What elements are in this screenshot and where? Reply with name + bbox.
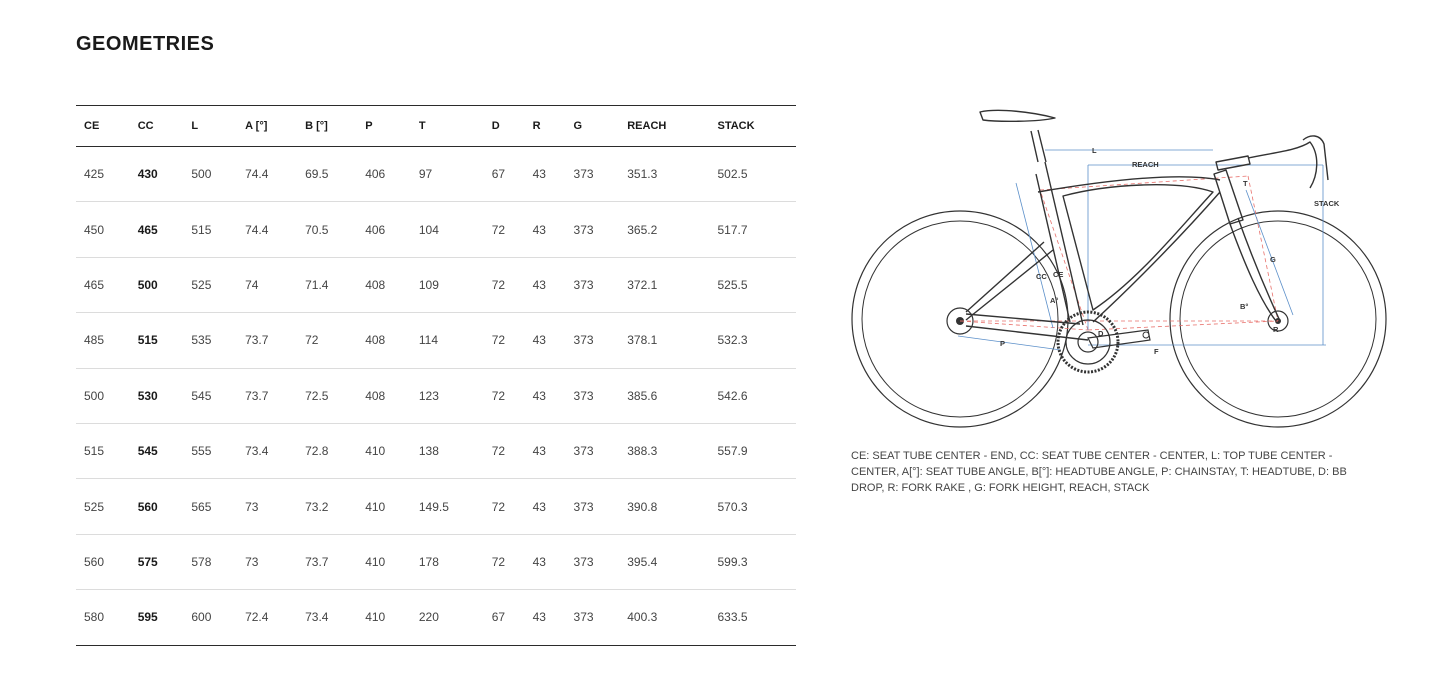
table-cell: 73.2 [297, 479, 357, 534]
wheels [852, 211, 1386, 427]
table-cell: 73.4 [297, 590, 357, 645]
table-header-row [76, 106, 796, 147]
table-cell: 633.5 [709, 590, 796, 645]
table-cell: 373 [566, 202, 620, 257]
column-header: T [411, 106, 484, 147]
table-cell: 73.7 [237, 368, 297, 423]
crank-spider [1078, 332, 1098, 352]
column-header: G [566, 106, 620, 147]
table-cell: 73.4 [237, 423, 297, 478]
table-cell: 532.3 [709, 313, 796, 368]
column-header: D [484, 106, 525, 147]
table-cell: 530 [130, 368, 184, 423]
table-cell: 43 [525, 590, 566, 645]
stem [1216, 156, 1250, 170]
table-cell: 72.8 [297, 423, 357, 478]
table-cell: 109 [411, 257, 484, 312]
table-cell: 71.4 [297, 257, 357, 312]
saddle [980, 110, 1055, 121]
column-header: R [525, 106, 566, 147]
page-title: GEOMETRIES [76, 33, 215, 55]
table-cell: 600 [183, 590, 237, 645]
geometry-legend: CE: SEAT TUBE CENTER - END, CC: SEAT TUBE CENTER - CENTER, L: TOP TUBE CENTER - CENTER, A[°]: SEAT TUBE ANGLE, B[°]: HEADTUBE ANGLE, P: CHAINSTAY, T: HEADTUBE, D: BB DROP, R: FORK RAKE , G: FORK HEIGHT, REACH, STACK [851, 450, 1347, 494]
label-stack: STACK [1314, 199, 1340, 208]
table-cell: 72 [484, 534, 525, 589]
table-cell: 67 [484, 590, 525, 645]
table-cell: 395.4 [619, 534, 709, 589]
label-t: T [1243, 179, 1248, 188]
table-cell: 580 [76, 590, 130, 645]
table-cell: 500 [130, 257, 184, 312]
table-cell: 545 [183, 368, 237, 423]
label-f: F [1154, 347, 1159, 356]
table-cell: 74.4 [237, 202, 297, 257]
table-cell: 406 [357, 147, 411, 202]
table-row [76, 423, 796, 478]
table-cell: 525 [76, 479, 130, 534]
seatstay [966, 242, 1053, 320]
guide-lines [960, 176, 1278, 330]
table-cell: 67 [484, 147, 525, 202]
table-cell: 114 [411, 313, 484, 368]
table-cell: 525 [183, 257, 237, 312]
table-cell: 43 [525, 257, 566, 312]
table-cell: 408 [357, 368, 411, 423]
table-cell: 73.7 [297, 534, 357, 589]
table-cell: 410 [357, 534, 411, 589]
table-cell: 74.4 [237, 147, 297, 202]
table-body [76, 147, 796, 646]
table-cell: 385.6 [619, 368, 709, 423]
column-header: B [°] [297, 106, 357, 147]
column-header: CC [130, 106, 184, 147]
table-cell: 365.2 [619, 202, 709, 257]
label-d: D [1098, 329, 1104, 338]
table-cell: 220 [411, 590, 484, 645]
column-header: REACH [619, 106, 709, 147]
table-row [76, 368, 796, 423]
table-cell: 535 [183, 313, 237, 368]
table-cell: 72.5 [297, 368, 357, 423]
label-p: P [1000, 339, 1006, 348]
table-cell: 565 [183, 479, 237, 534]
table-cell: 373 [566, 368, 620, 423]
table-cell: 545 [130, 423, 184, 478]
table-cell: 178 [411, 534, 484, 589]
table-cell: 373 [566, 257, 620, 312]
table-cell: 138 [411, 423, 484, 478]
table-cell: 73 [237, 479, 297, 534]
column-header: STACK [709, 106, 796, 147]
table-cell: 400.3 [619, 590, 709, 645]
table-cell: 372.1 [619, 257, 709, 312]
table-cell: 74 [237, 257, 297, 312]
table-cell: 43 [525, 368, 566, 423]
table-cell: 73.7 [237, 313, 297, 368]
label-cc: CC [1036, 272, 1047, 281]
table-cell: 465 [130, 202, 184, 257]
table-cell: 123 [411, 368, 484, 423]
table-row [76, 313, 796, 368]
table-row [76, 479, 796, 534]
frame-window [1063, 185, 1213, 310]
geometry-table [76, 105, 796, 646]
seatpost [1031, 130, 1046, 162]
label-ce: CE [1053, 270, 1064, 279]
table-cell: 72 [484, 423, 525, 478]
table-cell: 425 [76, 147, 130, 202]
table-cell: 515 [130, 313, 184, 368]
table-cell: 390.8 [619, 479, 709, 534]
table-cell: 373 [566, 479, 620, 534]
table-cell: 410 [357, 479, 411, 534]
table-cell: 72 [484, 202, 525, 257]
label-l: L [1092, 146, 1097, 155]
table-cell: 560 [130, 479, 184, 534]
table-cell: 408 [357, 257, 411, 312]
table-cell: 557.9 [709, 423, 796, 478]
table-cell: 408 [357, 313, 411, 368]
table-cell: 43 [525, 147, 566, 202]
table-cell: 560 [76, 534, 130, 589]
table-cell: 578 [183, 534, 237, 589]
table-cell: 149.5 [411, 479, 484, 534]
table-cell: 373 [566, 313, 620, 368]
table-cell: 72 [297, 313, 357, 368]
table-cell: 500 [76, 368, 130, 423]
table-cell: 351.3 [619, 147, 709, 202]
table-cell: 97 [411, 147, 484, 202]
table-cell: 43 [525, 202, 566, 257]
column-header: A [°] [237, 106, 297, 147]
table-cell: 72.4 [237, 590, 297, 645]
pedal-axle [1143, 332, 1149, 338]
table-cell: 502.5 [709, 147, 796, 202]
table-cell: 485 [76, 313, 130, 368]
table-cell: 69.5 [297, 147, 357, 202]
table-cell: 378.1 [619, 313, 709, 368]
table-cell: 72 [484, 368, 525, 423]
table-cell: 104 [411, 202, 484, 257]
table-row [76, 590, 796, 645]
table-cell: 406 [357, 202, 411, 257]
table-cell: 465 [76, 257, 130, 312]
table-cell: 525.5 [709, 257, 796, 312]
column-header: L [183, 106, 237, 147]
table-cell: 373 [566, 147, 620, 202]
table-cell: 517.7 [709, 202, 796, 257]
table-cell: 555 [183, 423, 237, 478]
table-row [76, 147, 796, 202]
table-cell: 43 [525, 423, 566, 478]
table-cell: 410 [357, 590, 411, 645]
table-cell: 70.5 [297, 202, 357, 257]
table-cell: 373 [566, 534, 620, 589]
table-row [76, 202, 796, 257]
table-cell: 373 [566, 590, 620, 645]
fork [1230, 218, 1280, 321]
table-cell: 542.6 [709, 368, 796, 423]
table-cell: 599.3 [709, 534, 796, 589]
table-cell: 373 [566, 423, 620, 478]
label-reach: REACH [1132, 160, 1159, 169]
table-cell: 73 [237, 534, 297, 589]
down-tube [1093, 192, 1220, 322]
table-cell: 72 [484, 479, 525, 534]
bike-frame [966, 110, 1328, 340]
table-cell: 500 [183, 147, 237, 202]
table-cell: 450 [76, 202, 130, 257]
label-b: B° [1240, 302, 1249, 311]
table-cell: 410 [357, 423, 411, 478]
table-cell: 388.3 [619, 423, 709, 478]
column-header: P [357, 106, 411, 147]
table-cell: 570.3 [709, 479, 796, 534]
table-cell: 72 [484, 257, 525, 312]
table-cell: 43 [525, 479, 566, 534]
label-r: R [1273, 325, 1279, 334]
top-tube [1038, 177, 1220, 192]
table-cell: 43 [525, 534, 566, 589]
table-cell: 595 [130, 590, 184, 645]
table-cell: 43 [525, 313, 566, 368]
bike-geometry-diagram [848, 100, 1393, 440]
table-cell: 515 [76, 423, 130, 478]
table-cell: 575 [130, 534, 184, 589]
table-row [76, 257, 796, 312]
column-header: CE [76, 106, 130, 147]
table-row [76, 534, 796, 589]
handlebar [1248, 136, 1328, 188]
table-cell: 430 [130, 147, 184, 202]
table-cell: 515 [183, 202, 237, 257]
label-a: A° [1050, 296, 1059, 305]
table-cell: 72 [484, 313, 525, 368]
label-g: G [1270, 255, 1276, 264]
